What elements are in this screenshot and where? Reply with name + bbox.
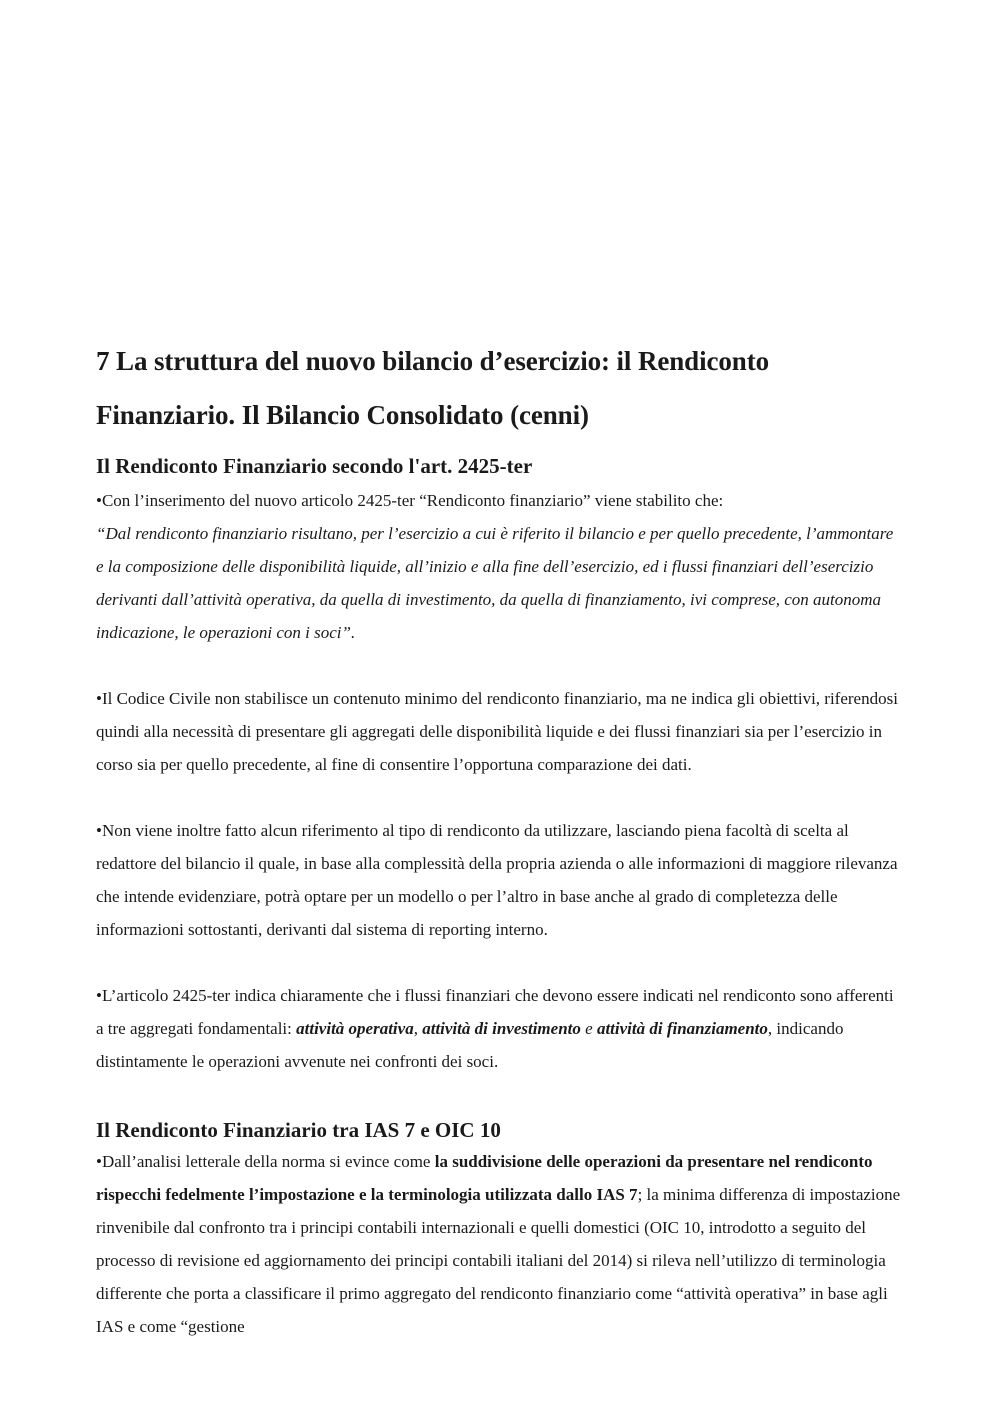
emphasis-attivita-finanziamento: attività di finanziamento <box>596 1019 768 1038</box>
text-run: •Dall’analisi letterale della norma si evince come <box>96 1152 435 1171</box>
section-heading-ias-7-oic-10: Il Rendiconto Finanziario tra IAS 7 e OIC 10 <box>96 1118 501 1142</box>
document-page <box>96 334 902 1343</box>
text-run-italic: e <box>580 1019 597 1038</box>
section-heading-art-2425-ter: Il Rendiconto Finanziario secondo l'art. 2425-ter <box>96 454 533 478</box>
paragraph-tipo-rendiconto: •Non viene inoltre fatto alcun riferimento al tipo di rendiconto da utilizzare, lasciando piena facoltà di scelta al redattore del bilancio il quale, in base alla complessità della propria azienda o alle informazioni di maggiore rilevanza che intende evidenziare, potrà optare per un modello o per l’altro in base anche al grado di completezza delle informazioni sottostanti, derivanti dal sistema di reporting interno. <box>96 821 898 939</box>
chapter-title: 7 La struttura del nuovo bilancio d’esercizio: il Rendiconto Finanziario. Il Bilancio Consolidato (cenni) <box>96 346 769 430</box>
paragraph-intro: •Con l’inserimento del nuovo articolo 2425-ter “Rendiconto finanziario” viene stabilito che: <box>96 491 724 510</box>
text-run: ; la minima differenza di impostazione rinvenibile dal confronto tra i principi contabili internazionali e quelli domestici (OIC 10, introdotto a seguito del processo di revisione ed aggiornamento dei principi contabili italiani del 2014) si rileva nell’utilizzo di terminologia differente che porta a classificare il primo aggregato del rendiconto finanziario come “attività operativa” in base agli IAS e come “gestione <box>96 1185 901 1336</box>
paragraph-quote: “Dal rendiconto finanziario risultano, per l’esercizio a cui è riferito il bilancio e per quello precedente, l’ammontare e la composizione delle disponibilità liquide, all’inizio e alla fine dell’esercizio, ed i flussi finanziari dell’esercizio derivanti dall’attività operativa, da quella di investimento, da quella di finanziamento, ivi comprese, con autonoma indicazione, le operazioni con i soci”. <box>96 524 894 642</box>
paragraph-aggregati <box>96 979 902 1078</box>
emphasis-attivita-investimento: attività di investimento <box>422 1019 581 1038</box>
bold-suddivisione: la suddivisione delle operazioni da presentare nel rendiconto rispecchi fedelmente l’impostazione e la terminologia utilizzata dallo IAS 7 <box>96 1152 873 1204</box>
emphasis-attivita-operativa: attività operativa <box>296 1019 414 1038</box>
paragraph-codice-civile: •Il Codice Civile non stabilisce un contenuto minimo del rendiconto finanziario, ma ne indica gli obiettivi, riferendosi quindi alla necessità di presentare gli aggregati delle disponibilità liquide e dei flussi finanziari sia per l’esercizio in corso sia per quello precedente, al fine di consentire l’opportuna comparazione dei dati. <box>96 689 898 774</box>
text-run: •L’articolo 2425-ter indica chiaramente che i flussi finanziari che devono essere indicati nel rendiconto sono afferenti a tre aggregati fondamentali: <box>96 986 894 1038</box>
text-run: , indicando distintamente le operazioni avvenute nei confronti dei soci. <box>96 1019 844 1071</box>
text-run: , <box>413 1019 423 1038</box>
paragraph-ias-oic <box>96 1145 902 1343</box>
